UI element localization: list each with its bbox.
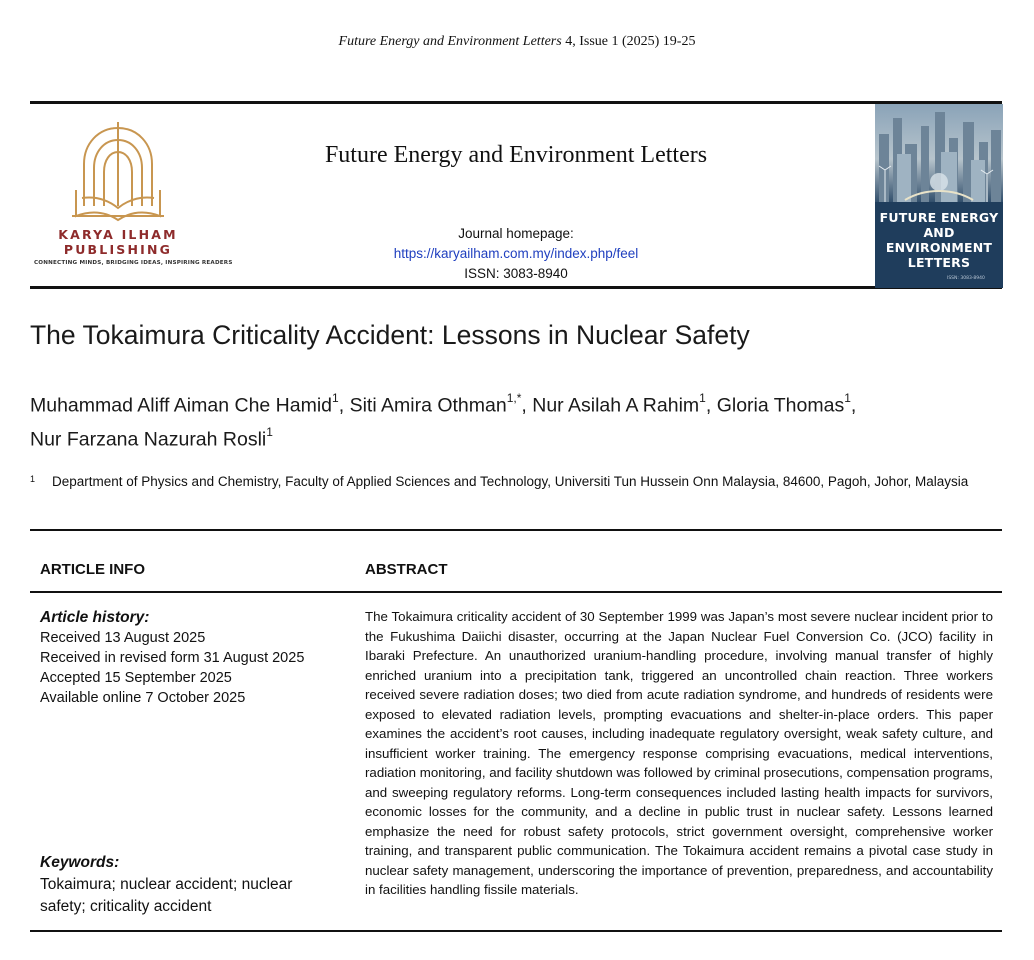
header-top-rule bbox=[30, 101, 1002, 104]
online-date: Available online 7 October 2025 bbox=[40, 690, 246, 706]
journal-cover bbox=[875, 104, 1003, 288]
accepted-date: Accepted 15 September 2025 bbox=[40, 670, 232, 686]
publisher-name-line1: KARYA ILHAM bbox=[58, 227, 178, 242]
author-affiliation-marker: 1 bbox=[266, 424, 273, 439]
author-list: Muhammad Aliff Aiman Che Hamid$^1$, Siti Amira Othman$^{1,*}$, Nur Asilah A Rahim$^1$, Gloria Thomas$^1$, Nur Farzana Nazurah Rosli$^1$ bbox=[30, 391, 857, 450]
author-name: Nur Asilah A Rahim bbox=[532, 394, 700, 417]
affiliation bbox=[30, 472, 990, 492]
abstract-text: The Tokaimura criticality accident of 30 September 1999 was Japan’s most severe nuclear incident prior to the Fukushima Daiichi disaster, occurring at the Japan Nuclear Fuel Conversion Co. (JCO) facility in Ibaraki Prefecture. An unauthorized uranium-handling procedure, involving manual transfer of highly enriched uranium into a precipitation tank, triggered an uncontrolled chain reaction. Three workers received severe radiation doses; two died from acute radiation syndrome, and hundreds of residents were exposed to elevated radiation levels, prompting evacuations and shelter-in-place orders. This paper examines the accident’s root causes, including inadequate regulatory oversight, weak safety culture, and insufficient worker training. The emergency response comprising evacuations, medical interventions, radiation monitoring, and facility shutdown was followed by criminal prosecutions, compensation programs, and sweeping regulatory reforms. Long-term consequences included lasting health impacts for survivors, economic losses for the community, and a decline in public trust in nuclear safety. Lessons learned emphasize the need for robust safety protocols, strict government oversight, comprehensive worker training, and transparent public communication. The Tokaimura accident remains a pivotal case study in nuclear safety management, underscoring the importance of prevention, preparedness, and accountability in facilities handling fissile materials. bbox=[365, 609, 993, 897]
publisher-tagline: CONNECTING MINDS, BRIDGING IDEAS, INSPIRING READERS bbox=[34, 260, 233, 266]
received-date: Received 13 August 2025 bbox=[40, 630, 206, 646]
cover-title: FUTURE ENERGY AND ENVIRONMENT LETTERS bbox=[879, 210, 999, 270]
author-name: Siti Amira Othman bbox=[349, 394, 507, 417]
section-top-rule bbox=[30, 529, 1002, 531]
publisher-emblem-icon bbox=[58, 120, 178, 224]
author-affiliation-marker: 1 bbox=[844, 391, 851, 405]
revised-date: Received in revised form 31 August 2025 bbox=[40, 650, 305, 666]
journal-homepage-block bbox=[300, 224, 732, 284]
author-affiliation-marker: 1 bbox=[332, 391, 339, 405]
section-heading-rule bbox=[30, 591, 1002, 593]
article-history bbox=[40, 608, 350, 708]
author-name: Nur Farzana Nazurah Rosli bbox=[30, 428, 267, 450]
running-head bbox=[0, 34, 1034, 50]
publisher-name-line2: PUBLISHING bbox=[63, 242, 173, 257]
affiliation-text: Department of Physics and Chemistry, Faculty of Applied Sciences and Technology, Universiti Tun Hussein Onn Malaysia, 84600, Pagoh, Johor, Malaysia bbox=[52, 474, 969, 489]
author-name: Gloria Thomas bbox=[716, 394, 845, 417]
homepage-link[interactable]: https://karyailham.com.my/index.php/feel bbox=[393, 246, 639, 261]
cover-issn: ISSN: 3083-8940 bbox=[947, 276, 985, 281]
author-affiliation-marker: 1 bbox=[699, 391, 706, 405]
keywords-text: Tokaimura; nuclear accident; nuclear safety; criticality accident bbox=[40, 876, 293, 915]
author-affiliation-marker: 1,* bbox=[506, 391, 522, 405]
journal-title: Future Energy and Environment Letters bbox=[324, 142, 708, 168]
publisher-logo bbox=[34, 120, 233, 280]
affiliation-number: 1 bbox=[30, 474, 36, 484]
article-history-heading: Article history: bbox=[40, 609, 150, 626]
running-head-journal: Future Energy and Environment Letters bbox=[338, 34, 562, 49]
homepage-label: Journal homepage: bbox=[458, 226, 574, 241]
running-head-details: 4, Issue 1 (2025) 19-25 bbox=[565, 34, 696, 49]
article-info-heading: ARTICLE INFO bbox=[40, 561, 145, 578]
section-bottom-rule bbox=[30, 930, 1002, 932]
abstract-heading: ABSTRACT bbox=[365, 561, 448, 578]
keywords-block bbox=[40, 852, 340, 918]
paper-title: The Tokaimura Criticality Accident: Lessons in Nuclear Safety bbox=[30, 320, 750, 350]
keywords-heading: Keywords: bbox=[40, 854, 120, 871]
author-name: Muhammad Aliff Aiman Che Hamid bbox=[30, 394, 333, 417]
publisher-name bbox=[34, 227, 202, 257]
journal-issn: ISSN: 3083-8940 bbox=[464, 266, 568, 281]
header-bottom-rule bbox=[30, 286, 1002, 289]
